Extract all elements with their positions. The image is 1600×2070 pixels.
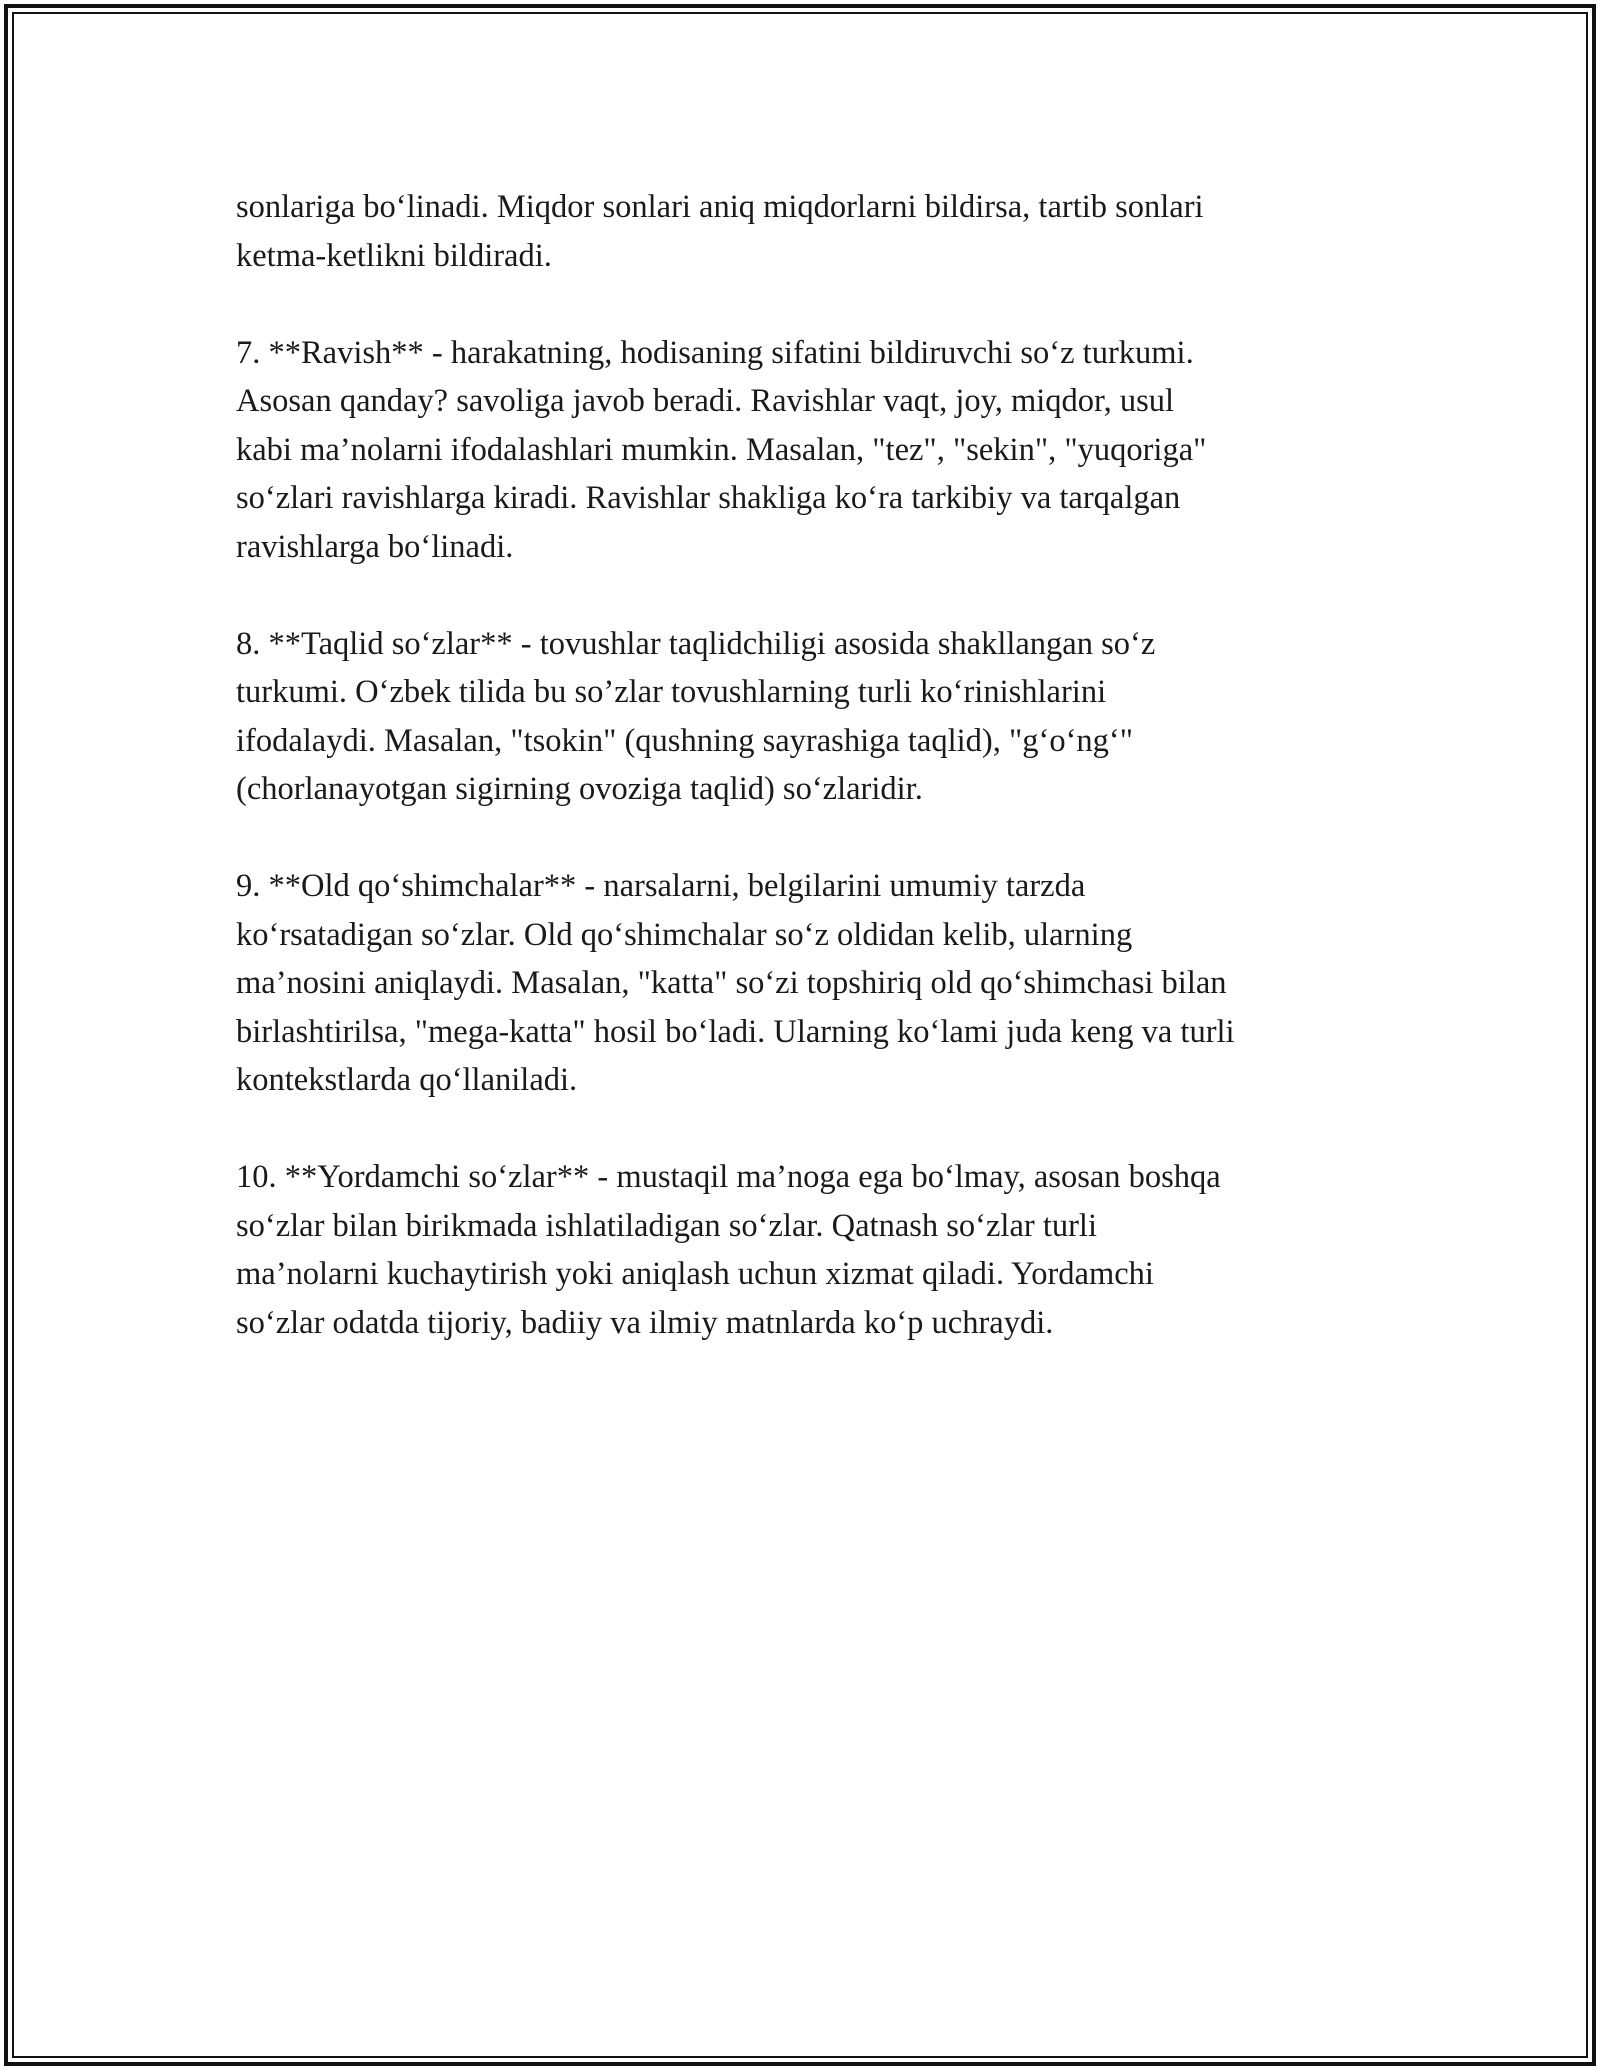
text-line: so‘zlar bilan birikmada ishlatiladigan so‘zlar. Qatnash so‘zlar turli: [236, 1207, 1097, 1244]
text-line: turkumi. O‘zbek tilida bu so’zlar tovushlarning turli ko‘rinishlarini: [236, 674, 1107, 710]
text-line: ko‘rsatadigan so‘zlar. Old qo‘shimchalar so‘z oldidan kelib, ularning: [236, 916, 1133, 953]
text-line: ravishlarga bo‘linadi.: [236, 528, 514, 565]
text-line: kontekstlarda qo‘llaniladi.: [236, 1062, 578, 1098]
text-line: ma’nosini aniqlaydi. Masalan, "katta" so‘zi topshiriq old qo‘shimchasi bilan: [236, 965, 1227, 1001]
text-line: so‘zlar odatda tijoriy, badiiy va ilmiy matnlarda ko‘p uchraydi.: [236, 1304, 1054, 1341]
text-line: 7. **Ravish** - harakatning, hodisaning sifatini bildiruvchi so‘z turkumi.: [236, 334, 1194, 371]
text-line: 8. **Taqlid so‘zlar** - tovushlar taqlidchiligi asosida shakllangan so‘z: [236, 625, 1156, 662]
text-line: sonlariga bo‘linadi. Miqdor sonlari aniq miqdorlarni bildirsa, tartib sonlari: [236, 189, 1204, 225]
document-body: [236, 183, 1386, 1396]
text-line: 10. **Yordamchi so‘zlar** - mustaqil ma’noga ega bo‘lmay, asosan boshqa: [236, 1159, 1221, 1195]
paragraph-taqlid-sozlar: [236, 620, 1386, 814]
text-line: Asosan qanday? savoliga javob beradi. Ravishlar vaqt, joy, miqdor, usul: [236, 383, 1174, 419]
text-line: kabi ma’nolarni ifodalashlari mumkin. Masalan, "tez", "sekin", "yuqoriga": [236, 431, 1207, 468]
text-line: (chorlanayotgan sigirning ovoziga taqlid) so‘zlaridir.: [236, 771, 923, 807]
text-line: birlashtirilsa, "mega-katta" hosil bo‘ladi. Ularning ko‘lami juda keng va turli: [236, 1013, 1235, 1050]
text-line: ma’nolarni kuchaytirish yoki aniqlash uchun xizmat qiladi. Yordamchi: [236, 1256, 1154, 1292]
paragraph-yordamchi-sozlar: [236, 1153, 1386, 1347]
paragraph-ravish: [236, 329, 1386, 572]
text-line: ifodalaydi. Masalan, "tsokin" (qushning sayrashiga taqlid), "g‘o‘ng‘": [236, 722, 1133, 759]
text-line: ketma-ketlikni bildiradi.: [236, 237, 552, 274]
text-line: so‘zlari ravishlarga kiradi. Ravishlar shakliga ko‘ra tarkibiy va tarqalgan: [236, 480, 1181, 516]
text-line: 9. **Old qo‘shimchalar** - narsalarni, belgilarini umumiy tarzda: [236, 868, 1086, 904]
paragraph-intro: [236, 183, 1386, 280]
paragraph-old-qoshimchalar: [236, 862, 1386, 1105]
